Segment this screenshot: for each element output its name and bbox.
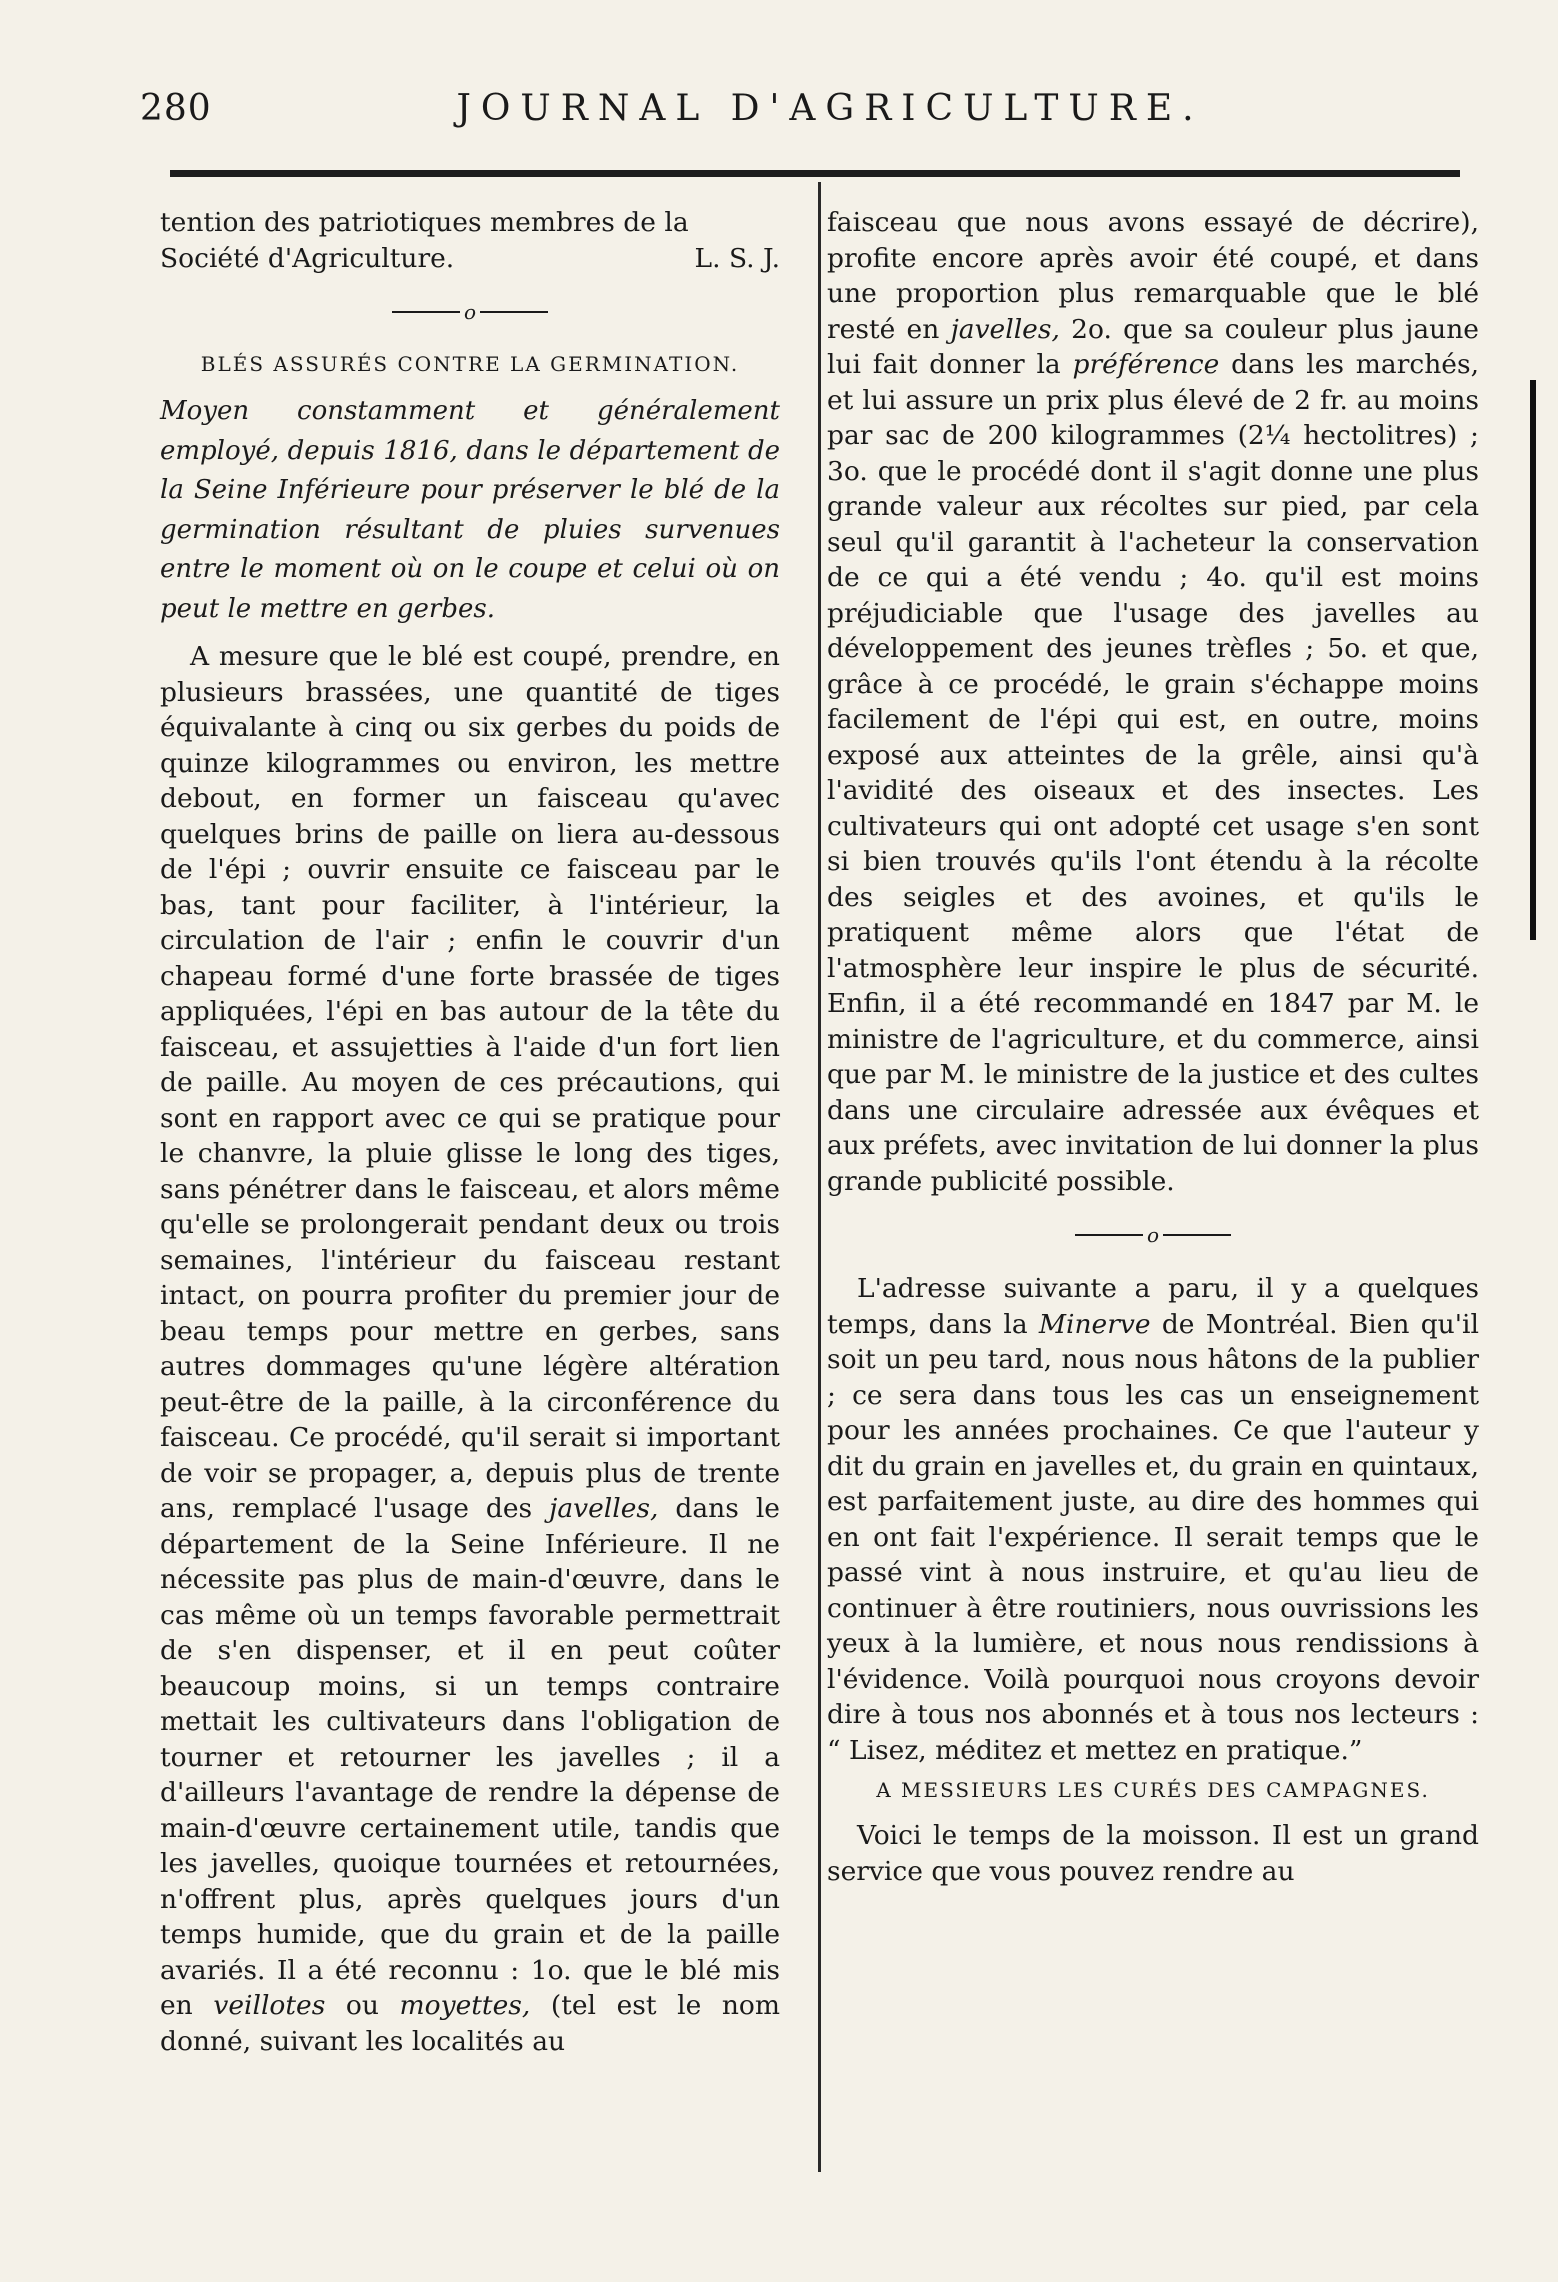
page-header (140, 80, 1500, 150)
running-title: JOURNAL D'AGRICULTURE. (456, 88, 1204, 129)
intro-continuation (160, 205, 780, 241)
signoff-initials: L. S. J. (694, 242, 780, 274)
separator (827, 1205, 1479, 1265)
body-italic-javelles: javelles, (549, 1493, 659, 1524)
separator-mark: o (463, 300, 477, 324)
body-text: dans les marchés, et lui assure un prix plus élevé de 2 fr. au moins par sac de 200 kilogrammes (2¼ hectolitres) ; 3o. que le procédé dont il s'agit donne une plus grande valeur aux récoltes sur pied, par cela seul qu'il garantit à l'acheteur la conservation de ce qui a été vendu ; 4o. qu'il est moins préjudiciable que l'usage des javelles au développement des jeunes trèfles ; 5o. et que, grâce à ce procédé, le grain s'échappe moins facilement de l'épi qui est, en outre, moins exposé aux atteintes de la grêle, ainsi qu'à l'avidité des oiseaux et des insectes. Les cultivateurs qui ont adopté cet usage s'en sont si bien trouvés qu'ils l'ont étendu à la récolte des seigles et des avoines, et qu'ils le pratiquent même alors que l'état de l'atmosphère leur inspire le plus de sécurité. Enfin, il a été recommandé en 1847 par M. le ministre de l'agriculture, et du commerce, ainsi que par M. le ministre de la justice et des cultes dans une circulaire adressée aux évêques et aux préfets, avec invitation de lui donner la plus grande publicité possible. (827, 349, 1479, 1197)
signoff-society: Société d'Agriculture. (160, 242, 455, 274)
body-italic-javelles: javelles, (950, 313, 1060, 345)
section-heading-cures: A MESSIEURS LES CURÉS DES CAMPAGNES. (876, 1778, 1430, 1802)
address-paragraph (827, 1818, 1479, 1889)
separator-bar-left (392, 311, 460, 313)
article-body-paragraph (160, 639, 780, 2059)
section-heading-germination: BLÉS ASSURÉS CONTRE LA GERMINATION. (200, 352, 740, 376)
body-text: L'adresse suivante a paru, il y a quelques temps, dans la (827, 1273, 1479, 1340)
separator-bar-right (480, 311, 548, 313)
address-intro-paragraph (827, 1271, 1479, 1768)
body-text: faisceau que nous avons essayé de décrire), profite encore après avoir été coupé, et dans une proportion plus remarquable que le blé resté en (827, 207, 1479, 345)
separator-bar-left (1075, 1234, 1143, 1236)
page-number: 280 (140, 88, 212, 129)
body-italic-moyettes: moyettes, (399, 1990, 531, 2021)
body-text: 2o. que sa couleur plus jaune lui fait donner la (827, 313, 1479, 380)
margin-mark (1530, 380, 1536, 940)
body-text: ou (345, 1990, 379, 2021)
body-italic-preference: préférence (1072, 349, 1220, 380)
separator-bar-right (1163, 1234, 1231, 1236)
separator-mark: o (1146, 1223, 1160, 1247)
body-text: A mesure que le blé est coupé, prendre, en plusieurs brassées, une quantité de tiges équivalante à cinq ou six gerbes du poids de quinze kilogrammes ou environ, les mettre debout, en former un faisceau qu'avec quelques brins de paille on liera au-dessous de l'épi ; ouvrir ensuite ce faisceau par le bas, tant pour faciliter, à l'intérieur, la circulation de l'air ; enfin le couvrir d'un chapeau formé d'une forte brassée de tiges appliquées, l'épi en bas autour de la tête du faisceau, et assujetties à l'aide d'un fort lien de paille. Au moyen de ces précautions, qui sont en rapport avec ce qui se pratique pour le chanvre, la pluie glisse le long des tiges, sans pénétrer dans le faisceau, et alors même qu'elle se prolongerait pendant deux ou trois semaines, l'intérieur du faisceau restant intact, on pourra profiter du premier jour de beau temps pour mettre en gerbes, sans autres dommages qu'une légère altération peut-être de la paille, à la circonférence du faisceau. Ce procédé, qu'il serait si important de voir se propager, a, depuis plus de trente ans, remplacé l'usage des (160, 641, 780, 1524)
intro-signoff (160, 241, 780, 277)
body-text: Voici le temps de la moisson. Il est un grand service que vous pouvez rendre au (827, 1820, 1479, 1887)
body-text: de Montréal. Bien qu'il soit un peu tard, nous nous hâtons de la publier ; ce sera dans tous les cas un enseignement pour les années prochaines. Ce que l'auteur y dit du grain en javelles et, du grain en quintaux, est parfaitement juste, au dire des hommes qui en ont fait l'expérience. Il serait temps que le passé vint à nous instruire, et qu'au lieu de continuer à être routiniers, nous ouvrissions les yeux à la lumière, et nous nous rendissions à l'évidence. Voilà pourquoi nous croyons devoir dire à tous nos abonnés et à tous nos lecteurs : “ Lisez, méditez et mettez en pratique.” (827, 1308, 1479, 1766)
article-continuation-paragraph (827, 205, 1479, 1199)
right-column (827, 205, 1479, 1889)
left-column (160, 205, 780, 2059)
body-italic-minerve: Minerve (1038, 1308, 1151, 1340)
intro-line: tention des patriotiques membres de la (160, 207, 689, 238)
body-text: (tel est le nom donné, suivant les localités au (160, 1990, 780, 2057)
column-divider (818, 182, 821, 2172)
header-rule (170, 170, 1460, 177)
separator (160, 282, 780, 342)
body-text: dans le département de la Seine Inférieure. Il ne nécessite pas plus de main-d'œuvre, dans le cas même où un temps favorable permettrait de s'en dispenser, et il en peut coûter beaucoup moins, si un temps contraire mettait les cultivateurs dans l'obligation de tourner et retourner les javelles ; il a d'ailleurs l'avantage de rendre la dépense de main-d'œuvre certainement utile, tandis que les javelles, quoique tournées et retournées, n'offrent plus, après quelques jours d'un temps humide, que du grain et de la paille avariés. Il a été reconnu : 1o. que le blé mis en (160, 1493, 780, 2021)
body-italic-veillotes: veillotes (213, 1990, 326, 2021)
article-subtitle: Moyen constamment et généralement employé, depuis 1816, dans le département de la Seine Inférieure pour préserver le blé de la germination résultant de pluies survenues entre le moment où on le coupe et celui où on peut le mettre en gerbes. (160, 396, 780, 624)
